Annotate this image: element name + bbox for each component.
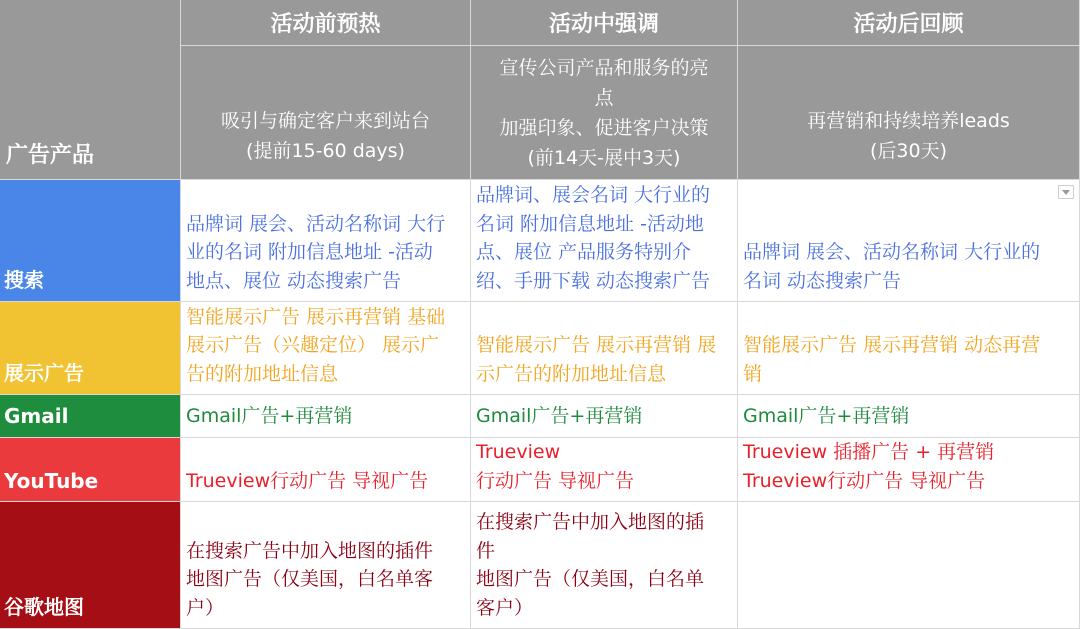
table-cell[interactable] (181, 438, 471, 502)
phase-title: 活动前预热 (270, 12, 381, 37)
phase-goal-cell-pre[interactable] (181, 46, 471, 180)
phase-goal-cell-during[interactable] (471, 46, 738, 180)
product-label: Gmail (4, 404, 69, 428)
cell-text: 在搜索广告中加入地图的插件 地图广告（仅美国，白名单客 户） (186, 539, 434, 619)
table-cell[interactable] (471, 302, 738, 395)
product-cell-display[interactable] (0, 302, 181, 395)
chevron-down-icon[interactable] (1058, 185, 1074, 199)
phase-title: 活动后回顾 (853, 12, 964, 37)
product-cell-search[interactable] (0, 180, 181, 302)
cell-text: 品牌词 展会、活动名称词 大行 业的名词 附加信息地址 -活动 地点、展位 动态搜索广告 (186, 212, 446, 292)
table-cell[interactable] (471, 180, 738, 302)
cell-text: Trueview 插播广告 + 再营销 Trueview行动广告 导视广告 (743, 441, 995, 492)
phase-goal: 宣传公司产品和服务的亮 点 加强印象、促进客户决策 (前14天-展中3天) (499, 56, 709, 169)
product-label: 谷歌地图 (4, 595, 84, 619)
cell-text: 品牌词 展会、活动名称词 大行业的 名词 动态搜索广告 (743, 241, 1041, 292)
table-cell[interactable] (471, 395, 738, 438)
product-cell-youtube[interactable] (0, 438, 181, 502)
corner-header[interactable] (0, 0, 181, 180)
phase-goal: 再营销和持续培养leads (后30天) (807, 109, 1010, 162)
table-cell[interactable] (471, 438, 738, 502)
cell-text: Gmail广告+再营销 (186, 404, 353, 427)
cell-text: Gmail广告+再营销 (743, 404, 910, 427)
corner-label: 广告产品 (6, 143, 95, 168)
cell-text: 智能展示广告 展示再营销 展 示广告的附加地址信息 (476, 334, 717, 385)
product-label: 展示广告 (4, 361, 84, 385)
table-cell[interactable] (471, 502, 738, 629)
table-cell[interactable] (738, 302, 1080, 395)
table-cell[interactable] (181, 395, 471, 438)
cell-text: Trueview行动广告 导视广告 (186, 469, 429, 492)
table-cell[interactable] (181, 502, 471, 629)
table-cell[interactable] (738, 438, 1080, 502)
table-cell[interactable] (738, 395, 1080, 438)
phase-title-cell-pre[interactable] (181, 0, 471, 46)
table-cell[interactable] (738, 180, 1080, 302)
table-cell[interactable] (181, 302, 471, 395)
cell-text: 品牌词、展会名词 大行业的 名词 附加信息地址 -活动地 点、展位 产品服务特别介 绍、手册下载 动态搜索广告 (476, 184, 711, 292)
product-cell-maps[interactable] (0, 502, 181, 629)
cell-text: 在搜索广告中加入地图的插 件 地图广告（仅美国，白名单 客户） (476, 511, 705, 619)
cell-text: Trueview 行动广告 导视广告 (476, 441, 635, 492)
cell-text: Gmail广告+再营销 (476, 404, 643, 427)
phase-title-cell-during[interactable] (471, 0, 738, 46)
phase-goal: 吸引与确定客户来到站台 (提前15-60 days) (220, 109, 430, 162)
product-cell-gmail[interactable] (0, 395, 181, 438)
phase-goal-cell-post[interactable] (738, 46, 1080, 180)
product-label: YouTube (4, 469, 99, 493)
phase-title-cell-post[interactable] (738, 0, 1080, 46)
cell-text: 智能展示广告 展示再营销 动态再营 销 (743, 334, 1041, 385)
product-label: 搜索 (4, 268, 44, 292)
phase-title: 活动中强调 (548, 12, 659, 37)
cell-text: 智能展示广告 展示再营销 基础 展示广告（兴趣定位） 展示广 告的附加地址信息 (186, 305, 446, 385)
table-cell[interactable] (181, 180, 471, 302)
table-cell-empty[interactable] (738, 502, 1080, 629)
